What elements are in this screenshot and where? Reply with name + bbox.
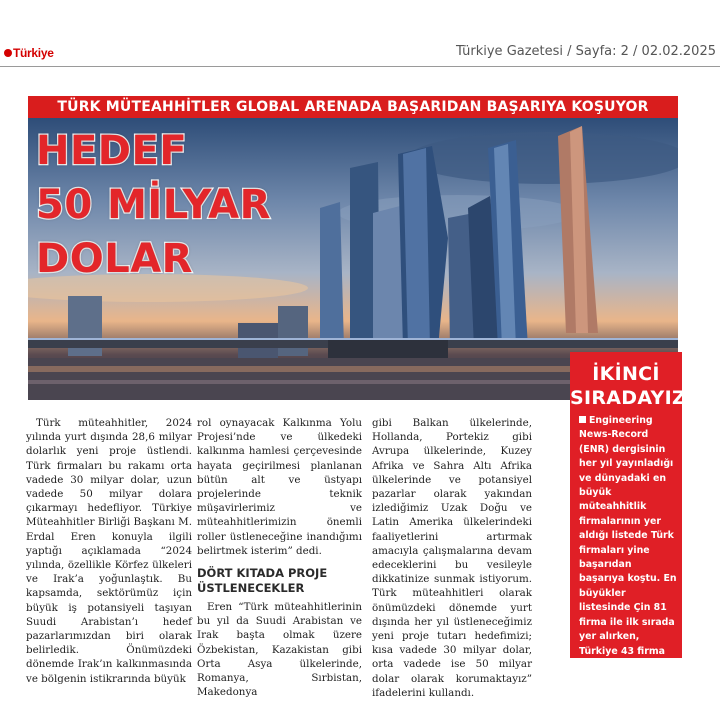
sidebar-title-line: İKİNCİ bbox=[592, 363, 660, 385]
sidebar-body-text: Engineering News-Record (ENR) dergisinin her yıl yayınladığı ve dünyadaki en büyük müteahhitlik firmalarının yer aldığı listede Türk firmaları yine başarıdan başarıya koştu. En büyükler listesinde Çin 81 firma ile ilk sırada yer alırken, Türkiye 43 firma ile ikinci, ABD 39 firma ile üçüncü sırada yer aldı. bbox=[579, 415, 677, 700]
newspaper-logo bbox=[4, 46, 54, 60]
article-column-1 bbox=[26, 416, 192, 686]
article-paragraph: Türk müteahhitler, 2024 yılında yurt dışında 28,6 milyar dolarlık yeni proje üstlendi. Türk firmaları bu rakamı orta vadede 30 milyar dolar, uzun vadede 50 milyar dolara çıkarmayı hedefliyor. Türkiye Müteahhitler Birliği Başkanı M. Erdal Eren konuyla ilgili yaptığı açıklamada “2024 yılında, özellikle Körfez ülkeleri ve Irak’a yoğunlaştık. Bu kapsamda, sektörümüz için büyük iş potansiyeli taşıyan Suudi Arabistan’ı hedef pazarlarımızdan biri olarak belirledik. Önümüzdeki dönemde Irak’ın kalkınmasında ve bölgenin istikrarında büyük bbox=[26, 417, 192, 685]
article-column-2 bbox=[197, 416, 362, 699]
article-subheading: DÖRT KITADA PROJE ÜSTLENECEKLER bbox=[197, 566, 328, 596]
page-info: Türkiye Gazetesi / Sayfa: 2 / 02.02.2025 bbox=[455, 44, 716, 59]
masthead bbox=[0, 0, 720, 66]
article-column-3 bbox=[372, 416, 532, 700]
masthead-divider bbox=[0, 66, 720, 67]
sidebar-box bbox=[570, 352, 687, 700]
logo-text: Türkiye bbox=[13, 46, 54, 60]
hero-headline-line: DOLAR bbox=[36, 236, 193, 282]
hero-headline-line: HEDEF bbox=[36, 128, 188, 174]
bullet-square-icon bbox=[579, 416, 586, 423]
hero-headline-line: 50 MİLYAR bbox=[36, 182, 271, 228]
logo-dot-icon bbox=[4, 49, 12, 57]
hero-headline bbox=[36, 124, 366, 286]
article-paragraph: Eren “Türk müteahhitlerinin bu yıl da Suudi Arabistan ve Irak başta olmak üzere Özbekistan, Kazakistan gibi Orta Asya ülkelerinde, Romanya, Sırbistan, Makedonya bbox=[197, 601, 362, 699]
headline-banner: TÜRK MÜTEAHHİTLER GLOBAL ARENADA BAŞARIDAN BAŞARIYA KOŞUYOR bbox=[28, 96, 678, 118]
article-paragraph: gibi Balkan ülkelerinde, Hollanda, Portekiz gibi Avrupa ülkelerinde, Kuzey Afrika ve Sahra Altı Afrika ülkelerinde ve potansiyel pazarlar olarak yakından izlediğimiz Uzak Doğu ve Latin Amerika ülkelerindeki faaliyetlerini artırmak amacıyla çalışmalarına devam edeceklerini bu vesileyle dikkatinize sunmak istiyorum. Türk müteahhitleri olarak önümüzdeki dönemde yurt dışında her yıl üstleneceğimiz yeni proje tutarı hedefimizi; kısa vadede 30 milyar dolar, orta vadede ise 50 milyar dolar olarak korumaktayız” ifadelerini kullandı. bbox=[372, 417, 532, 699]
sidebar-title-line: SIRADAYIZ bbox=[570, 387, 687, 409]
article-paragraph: rol oynayacak Kalkınma Yolu Projesi’nde ve ülkedeki kalkınma hamlesi çerçevesinde hayata geçirilmesi planlanan bütün alt ve üstyapı projelerinde teknik müşavirlerimiz ve müteahhitlerimizin önemli roller üstleneceğine inandığımı belirtmek isterim” dedi. bbox=[197, 417, 362, 557]
sidebar-body bbox=[579, 414, 677, 702]
sidebar-title bbox=[570, 362, 687, 410]
